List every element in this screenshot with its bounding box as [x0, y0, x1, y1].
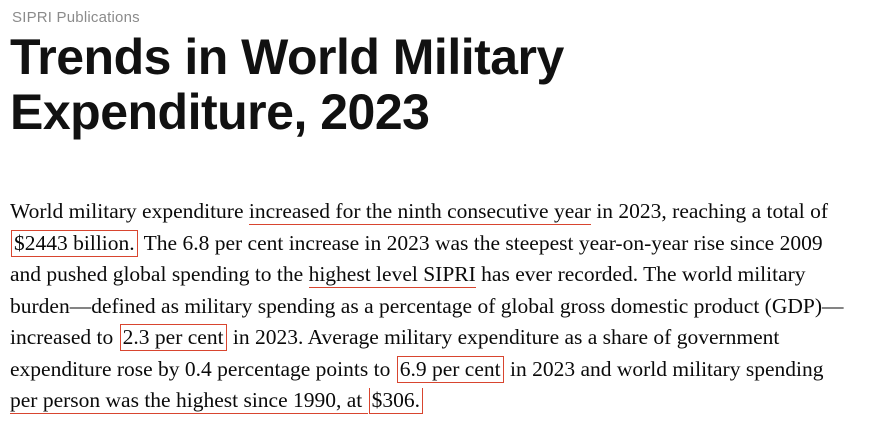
- highlight-ninth-consecutive-year: increased for the ninth consecutive year: [248, 199, 591, 223]
- highlight-per-person-amount: $306.: [369, 388, 423, 414]
- page-title-line-2: Expenditure, 2023: [10, 84, 430, 140]
- body-segment-6: in 2023 and world military spending: [504, 356, 824, 381]
- highlight-total-expenditure: $2443 billion.: [11, 230, 138, 257]
- highlight-government-expenditure-share: 6.9 per cent: [397, 356, 504, 383]
- body-segment-3: The 6.8 per cent increase in 2023 was the steepest year-on-year rise since 2009 and pushed global spending to the: [10, 230, 823, 286]
- highlight-per-person-highest: per person was the highest since 1990, at: [10, 388, 368, 412]
- publisher-eyebrow: SIPRI Publications: [12, 9, 140, 26]
- body-segment-2: in 2023, reaching a total of: [590, 199, 828, 223]
- highlight-highest-level-sipri: highest level SIPRI: [308, 262, 476, 286]
- page-title-line-1: Trends in World Military: [10, 29, 564, 85]
- page-title: [10, 30, 610, 140]
- highlight-military-burden-percent: 2.3 per cent: [120, 324, 227, 351]
- body-paragraph: [10, 196, 852, 417]
- body-segment-1: World military expenditure: [10, 199, 249, 223]
- body-segment-4: has ever recorded. The world military burden—defined as military spending as a percentage of global gross domestic product (GDP)—increased to: [10, 262, 844, 349]
- body-segment-5: in 2023. Average military expenditure as a share of government expenditure rose by 0.4 percentage points to: [10, 325, 780, 381]
